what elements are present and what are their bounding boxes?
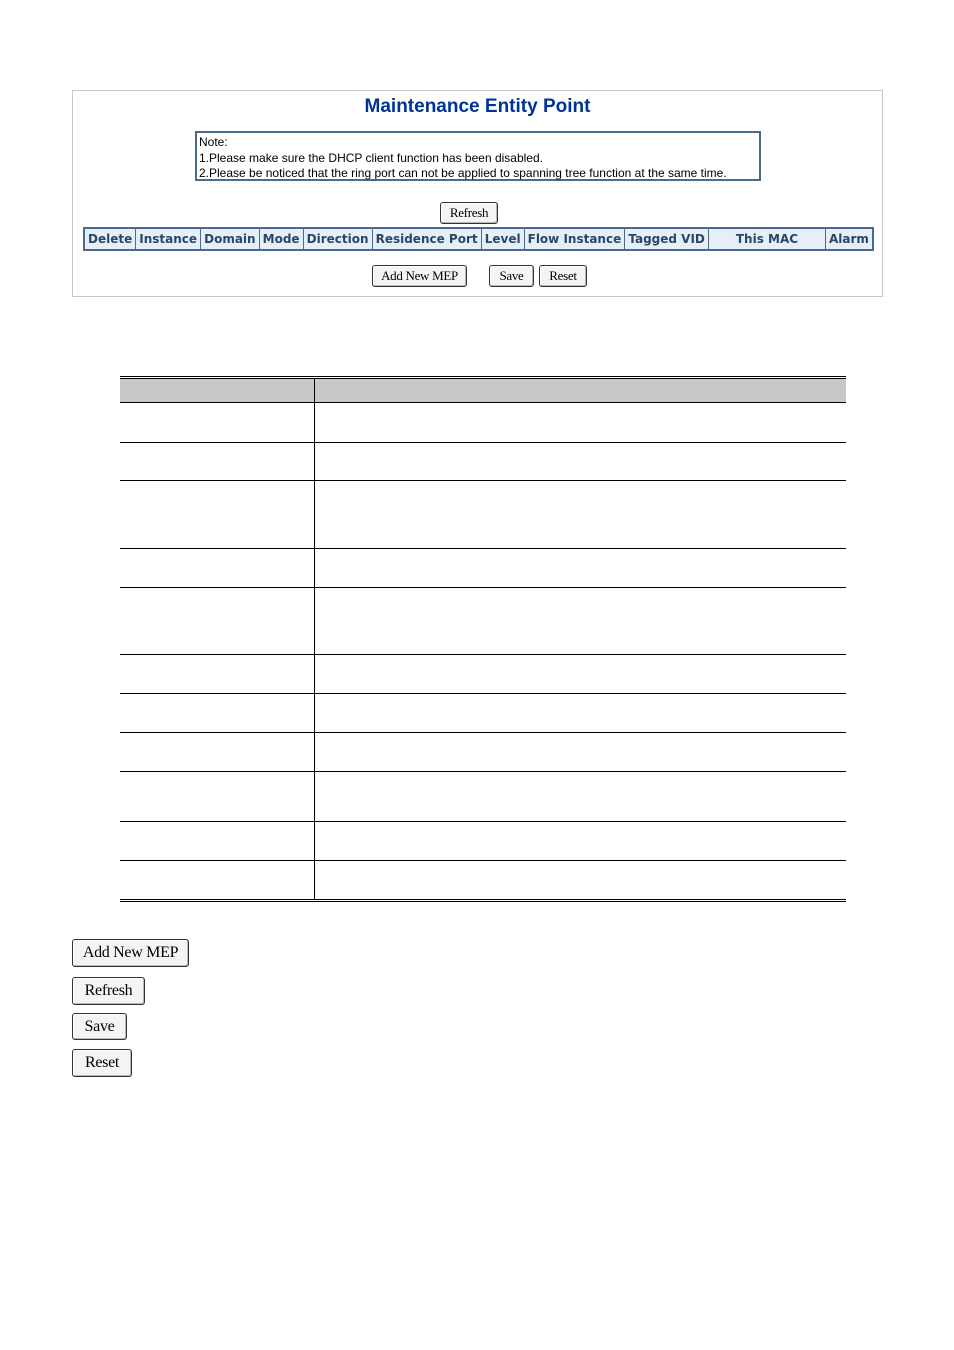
- legend-reset-button[interactable]: Reset: [72, 1049, 132, 1077]
- col-residence-port: Residence Port: [372, 228, 481, 250]
- table-row: [120, 549, 846, 588]
- table-header-row: [84, 228, 873, 250]
- save-button[interactable]: Save: [489, 265, 534, 287]
- table-row: [120, 822, 846, 861]
- table-row: [120, 403, 846, 443]
- table-row: [120, 694, 846, 733]
- col-this-mac: This MAC: [708, 228, 825, 250]
- note-line-2: 2.Please be noticed that the ring port can not be applied to spanning tree function at the same time.: [199, 166, 727, 180]
- description-table: [120, 376, 846, 902]
- col-tagged-vid: Tagged VID: [625, 228, 709, 250]
- add-new-mep-button[interactable]: Add New MEP: [372, 265, 467, 287]
- table-row: [120, 481, 846, 549]
- reset-button[interactable]: Reset: [539, 265, 587, 287]
- col-flow-instance: Flow Instance: [524, 228, 625, 250]
- note-line-1: 1.Please make sure the DHCP client function has been disabled.: [199, 150, 543, 165]
- mep-table: [83, 227, 874, 251]
- table-row: [120, 861, 846, 901]
- mep-config-panel: [72, 90, 883, 297]
- table-row: [120, 772, 846, 822]
- table-row: [120, 443, 846, 481]
- refresh-button[interactable]: Refresh: [440, 202, 498, 224]
- col-instance: Instance: [136, 228, 201, 250]
- description-header-object: [120, 378, 315, 403]
- page-title: Maintenance Entity Point: [364, 96, 591, 117]
- legend-refresh-button[interactable]: Refresh: [72, 977, 145, 1005]
- table-row: [120, 733, 846, 772]
- col-mode: Mode: [259, 228, 303, 250]
- table-row: [120, 588, 846, 655]
- col-domain: Domain: [201, 228, 260, 250]
- note-heading: Note:: [199, 135, 228, 149]
- col-level: Level: [481, 228, 524, 250]
- description-header-description: [315, 378, 847, 403]
- col-direction: Direction: [303, 228, 372, 250]
- note-box: [195, 131, 761, 181]
- description-header-row: [120, 378, 846, 403]
- legend-add-new-mep-button[interactable]: Add New MEP: [72, 939, 189, 967]
- table-row: [120, 655, 846, 694]
- col-alarm: Alarm: [825, 228, 873, 250]
- legend-save-button[interactable]: Save: [72, 1013, 127, 1040]
- col-delete: Delete: [84, 228, 136, 250]
